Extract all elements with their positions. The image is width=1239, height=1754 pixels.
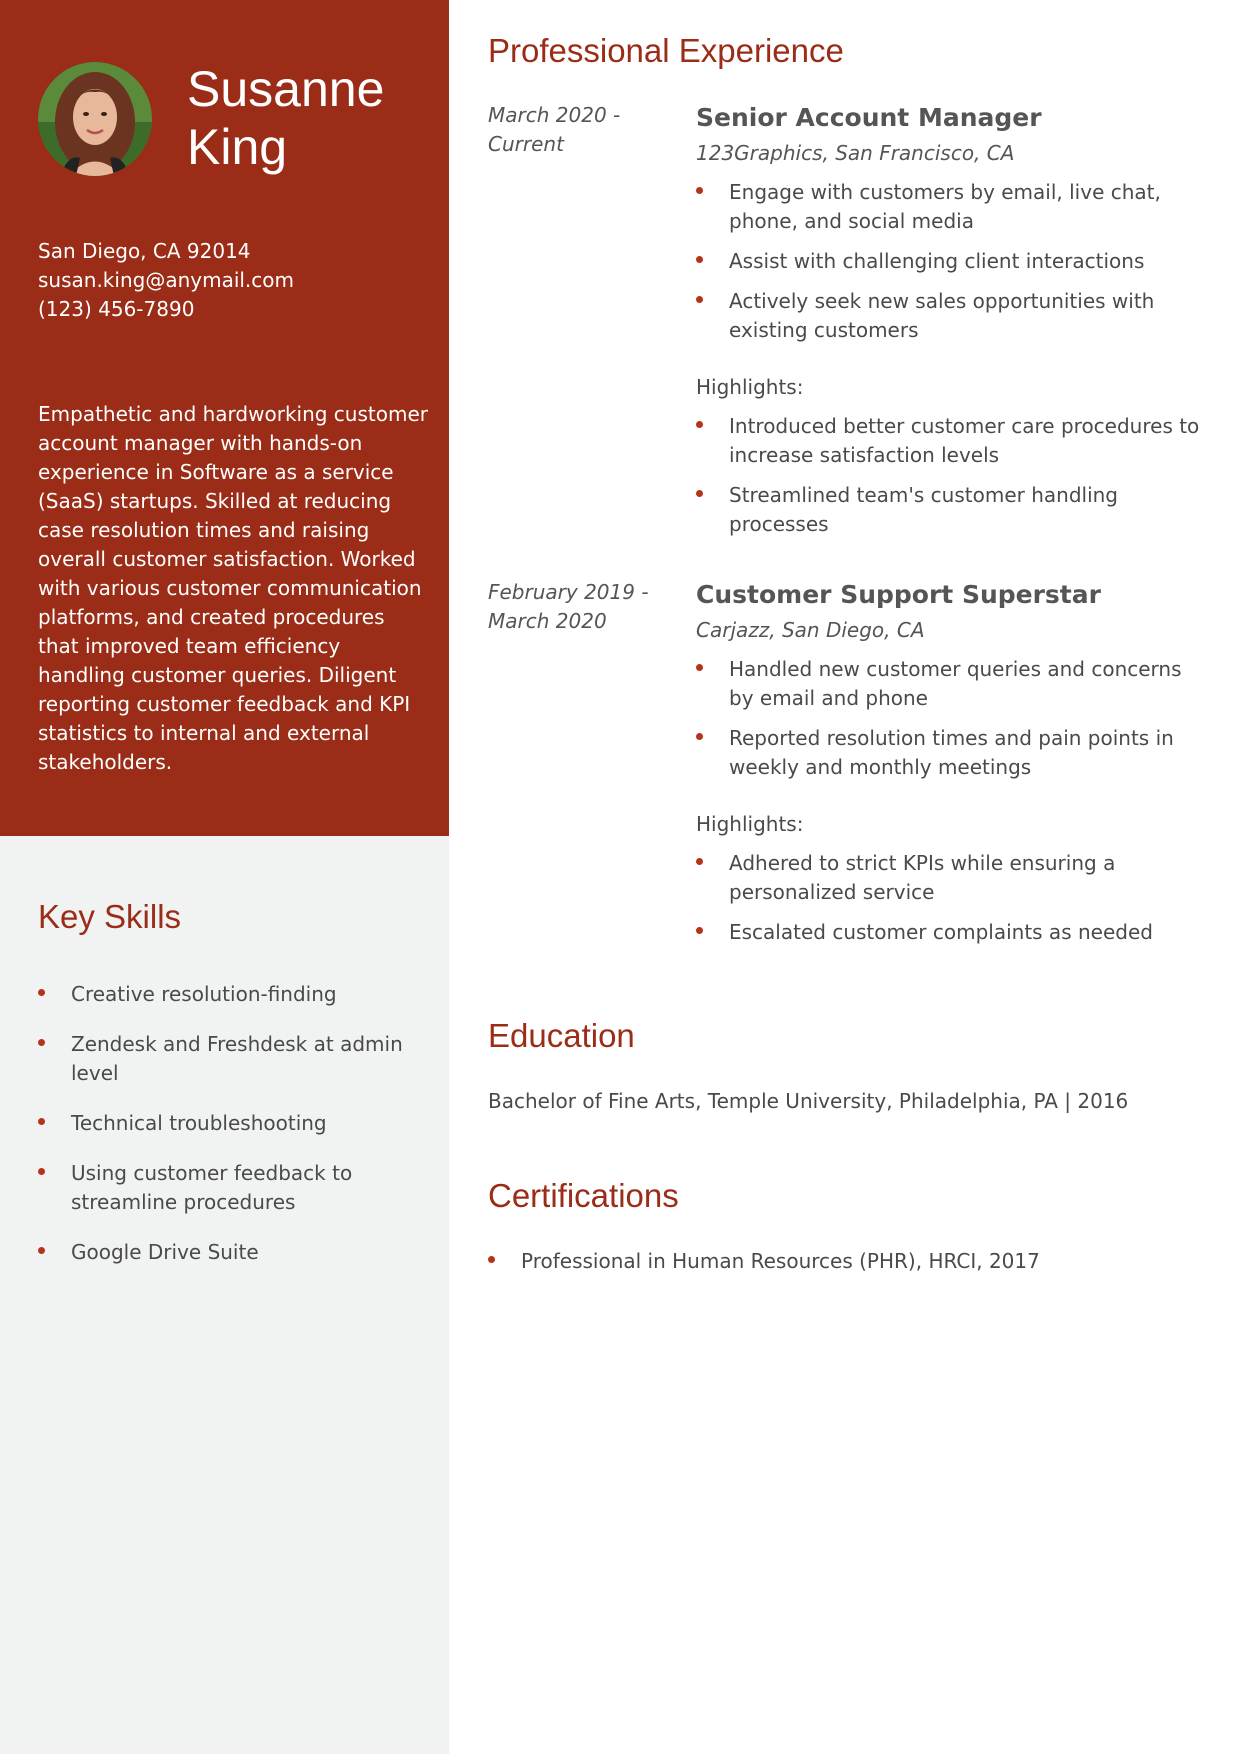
job-title: Customer Support Superstar: [696, 580, 1101, 609]
job-company: 123Graphics, San Francisco, CA: [696, 141, 1015, 165]
highlight-item: Escalated customer complaints as needed: [696, 918, 1206, 947]
last-name: King: [187, 119, 288, 175]
highlight-item: Introduced better customer care procedures to increase satisfaction levels: [696, 412, 1206, 470]
highlight-item: Adhered to strict KPIs while ensuring a personalized service: [696, 849, 1206, 907]
bullet-icon: [696, 858, 703, 865]
bullet-icon: [696, 733, 703, 740]
profile-photo: [38, 62, 152, 176]
job-date: February 2019 - March 2020: [488, 580, 649, 633]
bullet-icon: [696, 664, 703, 671]
bullet-icon: [696, 490, 703, 497]
bullet-icon: [696, 296, 703, 303]
bullet-icon: [696, 256, 703, 263]
skill-item: Zendesk and Freshdesk at admin level: [38, 1030, 428, 1088]
skills-heading: Key Skills: [38, 898, 182, 935]
duty-item: Assist with challenging client interactions: [696, 247, 1206, 276]
job-company: Carjazz, San Diego, CA: [696, 618, 925, 642]
candidate-name: [187, 60, 427, 176]
bullet-icon: [38, 1039, 45, 1046]
highlight-item: Streamlined team's customer handling processes: [696, 481, 1206, 539]
bullet-icon: [38, 989, 45, 996]
address: San Diego, CA 92014: [38, 239, 251, 263]
job-details: [696, 578, 1206, 958]
education-heading: Education: [488, 1017, 635, 1054]
highlights-label: Highlights:: [696, 812, 804, 836]
highlights-list: [696, 412, 1206, 539]
duties-list: [696, 655, 1206, 782]
education-entry: Bachelor of Fine Arts, Temple University, Philadelphia, PA | 2016: [488, 1089, 1129, 1113]
contact-info: [38, 237, 294, 324]
bullet-icon: [38, 1247, 45, 1254]
duty-item: Handled new customer queries and concerns by email and phone: [696, 655, 1206, 713]
experience-heading: Professional Experience: [488, 32, 844, 69]
skill-item: Using customer feedback to streamline procedures: [38, 1159, 428, 1217]
phone: (123) 456-7890: [38, 297, 195, 321]
profile-summary: Empathetic and hardworking customer account manager with hands-on experience in Software as a service (SaaS) startups. Skilled at reducing case resolution times and raising overall customer satisfaction. Worked with various customer communication platforms, and created procedures that improved team efficiency handling customer queries. Diligent reporting customer feedback and KPI statistics to internal and external stakeholders.: [38, 402, 428, 774]
duties-list: [696, 178, 1206, 345]
bullet-icon: [38, 1168, 45, 1175]
skill-item: Creative resolution-finding: [38, 980, 428, 1009]
job-details: [696, 101, 1206, 550]
email: susan.king@anymail.com: [38, 268, 295, 292]
job-date: March 2020 - Current: [488, 103, 621, 156]
bullet-icon: [38, 1118, 45, 1125]
duty-item: Reported resolution times and pain points in weekly and monthly meetings: [696, 724, 1206, 782]
certifications-heading: Certifications: [488, 1177, 679, 1214]
certification-item: Professional in Human Resources (PHR), HRCI, 2017: [488, 1247, 1208, 1276]
skill-item: Technical troubleshooting: [38, 1109, 428, 1138]
highlights-list: [696, 849, 1206, 947]
duty-item: Actively seek new sales opportunities with existing customers: [696, 287, 1206, 345]
certifications-list: [488, 1247, 1208, 1276]
bullet-icon: [488, 1256, 495, 1263]
job-title: Senior Account Manager: [696, 103, 1042, 132]
skills-list: [38, 980, 428, 1288]
first-name: Susanne: [187, 61, 385, 117]
bullet-icon: [696, 927, 703, 934]
bullet-icon: [696, 187, 703, 194]
duty-item: Engage with customers by email, live chat, phone, and social media: [696, 178, 1206, 236]
bullet-icon: [696, 421, 703, 428]
highlights-label: Highlights:: [696, 375, 804, 399]
skill-item: Google Drive Suite: [38, 1238, 428, 1267]
